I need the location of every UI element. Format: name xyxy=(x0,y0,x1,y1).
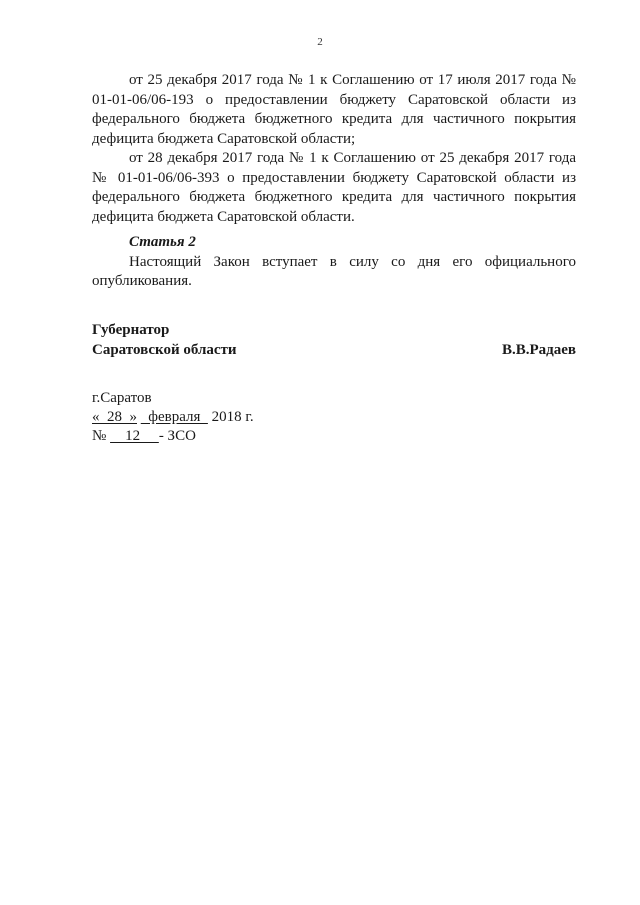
signature-line xyxy=(92,340,576,360)
number-prefix: № xyxy=(92,428,107,444)
body-text xyxy=(92,71,576,227)
number-line xyxy=(92,427,254,446)
article-title: Статья 2 xyxy=(129,234,196,250)
paragraph-amendment-2: от 28 декабря 2017 года № 1 к Соглашению от 25 декабря 2017 года № 01-01-06/06-393 о предоставлении бюджету Саратовской области из федерального бюджета бюджетного кредита для частичного покрытия дефицита бюджета Саратовской области. xyxy=(92,150,576,225)
signatory-name: В.В.Радаев xyxy=(501,342,576,358)
date-year: 2018 г. xyxy=(207,409,254,425)
date-open-quote: « xyxy=(92,409,100,425)
date-month: февраля xyxy=(140,409,208,425)
date-line xyxy=(92,408,254,427)
signature-block xyxy=(92,320,576,360)
number-suffix: - ЗСО xyxy=(158,428,196,444)
date-close-quote: » xyxy=(129,409,137,425)
date-day: 28 xyxy=(99,409,130,425)
paragraph-amendment-1: от 25 декабря 2017 года № 1 к Соглашению от 17 июля 2017 года № 01-01-06/06-193 о предоставлении бюджету Саратовской области из федерального бюджета бюджетного кредита для частичного покрытия дефицита бюджета Саратовской области; xyxy=(92,72,576,147)
page-number: 2 xyxy=(317,36,323,48)
place-date-number xyxy=(92,389,254,446)
city: г.Саратов xyxy=(92,390,152,406)
number-value: 12 xyxy=(110,428,159,444)
article-text: Настоящий Закон вступает в силу со дня его официального опубликования. xyxy=(92,253,576,289)
signatory-position-line1: Губернатор xyxy=(92,322,170,338)
signatory-position-line2: Саратовской области xyxy=(92,342,237,358)
article-2 xyxy=(92,233,576,292)
